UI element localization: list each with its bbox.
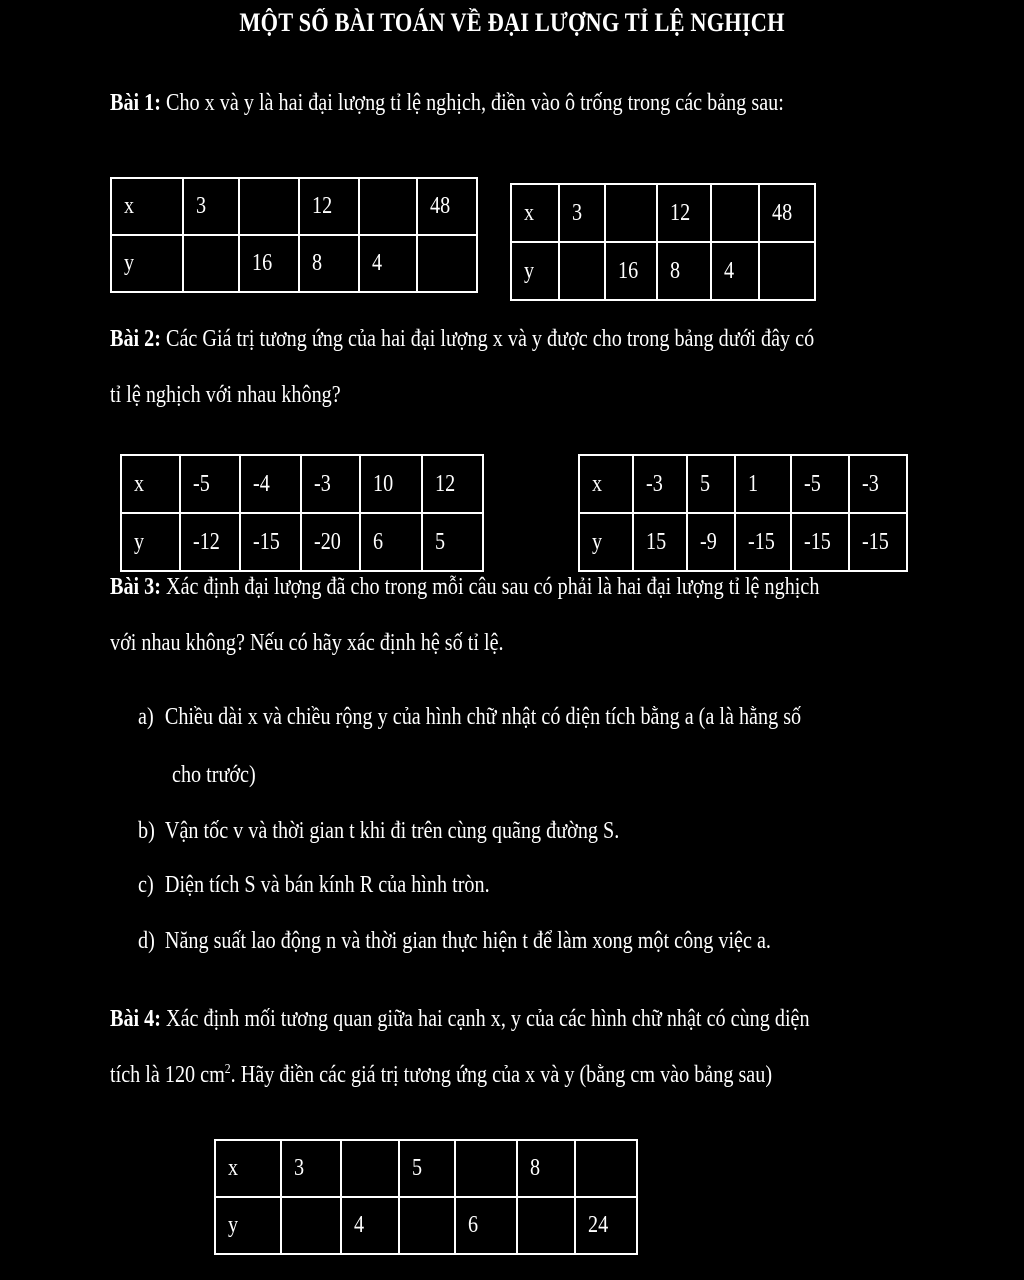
table-cell[interactable]: y [121,513,180,571]
table-cell[interactable] [239,178,299,235]
bai4-text-part: . Hãy điền các giá trị tương ứng của x và y (bằng cm vào bảng sau) [230,1062,773,1088]
list-marker: a) [138,704,154,730]
table-cell[interactable]: 48 [759,184,815,242]
table-row-y [111,235,477,292]
list-marker: d) [138,928,155,954]
table-cell[interactable]: -4 [240,455,301,513]
table-cell[interactable]: 8 [299,235,359,292]
list-item-text: Chiều dài x và chiều rộng y của hình chữ nhật có diện tích bằng a (a là hằng số [164,704,802,730]
table-row-x [215,1140,637,1197]
table-cell[interactable]: -15 [791,513,849,571]
table-cell[interactable] [575,1140,637,1197]
bai4-prompt-line1 [110,1006,810,1033]
table-cell[interactable] [759,242,815,300]
bai3-prompt-line1 [110,574,819,601]
table-cell[interactable]: 4 [711,242,759,300]
table-cell[interactable]: -15 [240,513,301,571]
bai4-prompt-line2 [110,1062,772,1089]
table-row-x [111,178,477,235]
table-cell[interactable]: -9 [687,513,735,571]
table-cell[interactable]: 16 [239,235,299,292]
bai4-label: Bài 4: [110,1006,161,1032]
list-item-text: Năng suất lao động n và thời gian thực hiện t để làm xong một công việc a. [164,928,771,954]
list-item-continuation: cho trước) [172,762,256,788]
page-title: MỘT SỐ BÀI TOÁN VỀ ĐẠI LƯỢNG TỈ LỆ NGHỊCH [239,8,785,37]
table-cell[interactable]: 12 [657,184,711,242]
table-cell[interactable]: 4 [359,235,417,292]
list-item [138,704,801,731]
table-cell[interactable]: 12 [422,455,483,513]
bai1-prompt [110,90,784,117]
table-cell[interactable]: 10 [360,455,421,513]
bai2-prompt-line1 [110,326,814,353]
list-marker: b) [138,818,155,844]
table-cell[interactable] [711,184,759,242]
list-item-text: Diện tích S và bán kính R của hình tròn. [164,872,490,898]
table-row-x [121,455,483,513]
table-cell[interactable] [517,1197,575,1254]
table-cell[interactable]: y [111,235,183,292]
table-cell[interactable]: 3 [559,184,605,242]
bai3-prompt-line2: với nhau không? Nếu có hãy xác định hệ số tỉ lệ. [110,630,504,656]
list-item [138,928,771,955]
bai1-table-2 [510,183,816,301]
table-cell[interactable]: y [511,242,559,300]
bai4-text: Xác định mối tương quan giữa hai cạnh x, y của các hình chữ nhật có cùng diện [160,1006,810,1032]
table-cell[interactable]: -15 [849,513,907,571]
table-cell[interactable]: x [579,455,633,513]
table-cell[interactable] [417,235,477,292]
table-cell[interactable] [399,1197,455,1254]
table-cell[interactable]: 5 [399,1140,455,1197]
table-cell[interactable]: -3 [633,455,687,513]
bai4-text-part: tích là 120 cm [110,1062,225,1088]
table-cell[interactable]: 4 [341,1197,399,1254]
table-cell[interactable]: y [215,1197,281,1254]
table-cell[interactable] [605,184,657,242]
table-cell[interactable]: 12 [299,178,359,235]
table-cell[interactable] [341,1140,399,1197]
table-row-y [579,513,907,571]
table-cell[interactable] [559,242,605,300]
bai2-table-1 [120,454,484,572]
table-cell[interactable]: -20 [301,513,360,571]
table-cell[interactable] [455,1140,517,1197]
table-cell[interactable]: 48 [417,178,477,235]
table-cell[interactable] [359,178,417,235]
list-item [138,872,490,899]
table-cell[interactable] [183,235,239,292]
bai2-prompt-line2: tỉ lệ nghịch với nhau không? [110,382,341,408]
table-cell[interactable]: 6 [360,513,421,571]
table-cell[interactable]: 1 [735,455,791,513]
list-item-text: Vận tốc v và thời gian t khi đi trên cùng quãng đường S. [164,818,620,844]
table-cell[interactable]: 16 [605,242,657,300]
table-cell[interactable]: 5 [422,513,483,571]
bai1-label: Bài 1: [110,90,161,116]
table-cell[interactable]: y [579,513,633,571]
table-row-y [511,242,815,300]
table-cell[interactable]: x [121,455,180,513]
list-marker: c) [138,872,154,898]
table-cell[interactable]: x [111,178,183,235]
table-cell[interactable]: 5 [687,455,735,513]
table-cell[interactable]: -3 [301,455,360,513]
table-row-y [215,1197,637,1254]
table-cell[interactable]: -12 [180,513,239,571]
table-cell[interactable]: 8 [517,1140,575,1197]
table-cell[interactable]: 15 [633,513,687,571]
table-cell[interactable]: 3 [281,1140,341,1197]
table-cell[interactable]: -5 [791,455,849,513]
bai1-text: Cho x và y là hai đại lượng tỉ lệ nghịch, điền vào ô trống trong các bảng sau: [160,90,784,116]
table-row-x [511,184,815,242]
bai3-text: Xác định đại lượng đã cho trong mỗi câu sau có phải là hai đại lượng tỉ lệ nghịch [160,574,820,600]
table-cell[interactable]: -5 [180,455,239,513]
list-item [138,818,619,845]
bai1-table-1 [110,177,478,293]
table-cell[interactable]: 6 [455,1197,517,1254]
bai4-table [214,1139,638,1255]
table-cell[interactable]: 3 [183,178,239,235]
superscript: 2 [224,1062,231,1077]
table-cell[interactable]: x [215,1140,281,1197]
table-cell[interactable]: 24 [575,1197,637,1254]
bai2-text: Các Giá trị tương ứng của hai đại lượng x và y được cho trong bảng dưới đây có [160,326,815,352]
table-cell[interactable]: x [511,184,559,242]
table-cell[interactable]: -15 [735,513,791,571]
table-row-x [579,455,907,513]
table-cell[interactable]: -3 [849,455,907,513]
bai2-label: Bài 2: [110,326,161,352]
table-cell[interactable] [281,1197,341,1254]
table-cell[interactable]: 8 [657,242,711,300]
bai2-table-2 [578,454,908,572]
table-row-y [121,513,483,571]
bai3-label: Bài 3: [110,574,161,600]
